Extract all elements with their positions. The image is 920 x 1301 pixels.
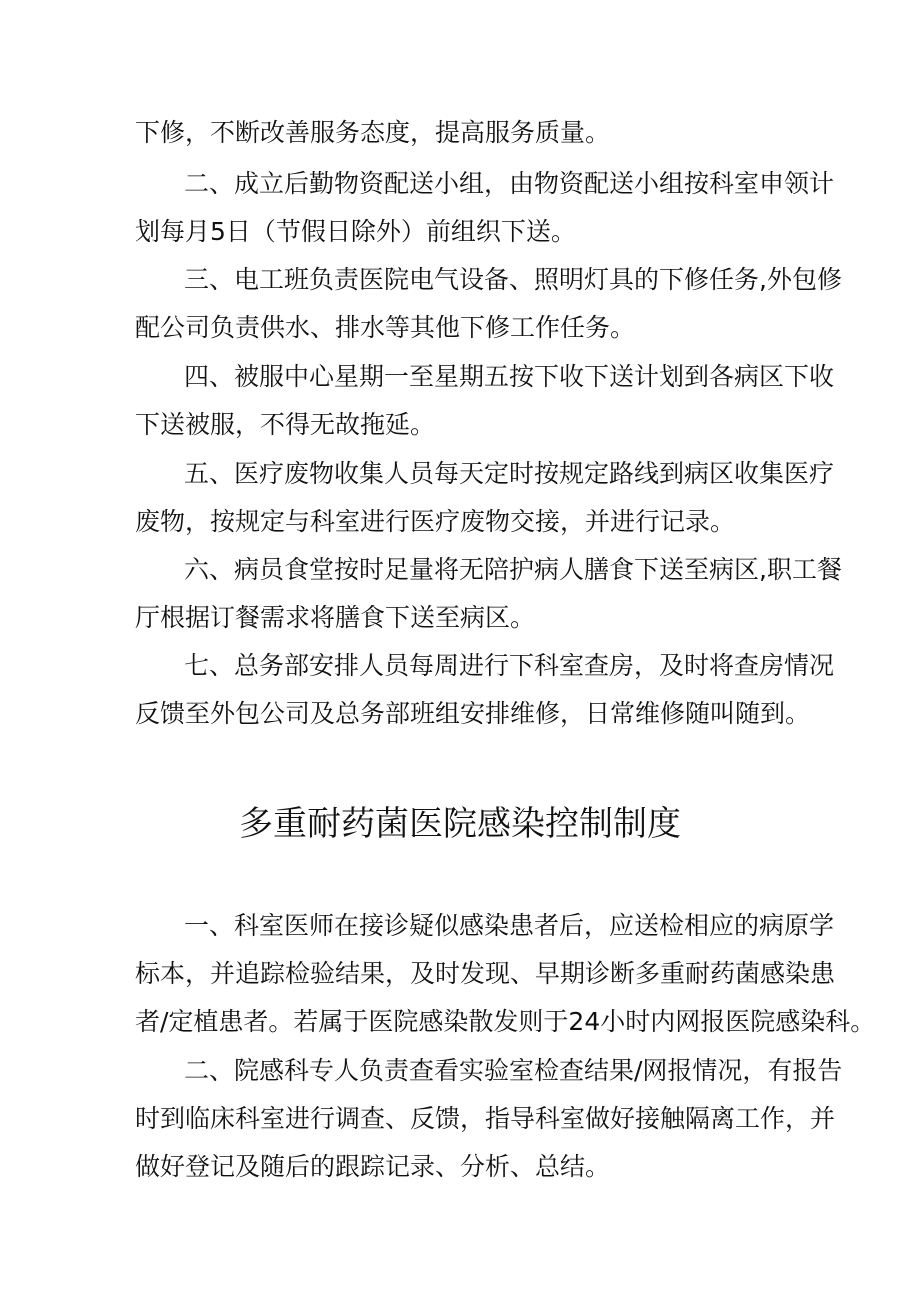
paragraph-line: 反馈至外包公司及总务部班组安排维修，日常维修随叫随到。 <box>135 699 811 728</box>
paragraph-line: 下送被服，不得无故拖延。 <box>135 410 436 439</box>
paragraph-line: 废物，按规定与科室进行医疗废物交接，并进行记录。 <box>135 507 736 536</box>
paragraph-line: 时到临床科室进行调查、反馈，指导科室做好接触隔离工作，并 <box>135 1104 836 1133</box>
paragraph-line: 配公司负责供水、排水等其他下修工作任务。 <box>135 313 636 342</box>
paragraph-line: 下修，不断改善服务态度，提高服务质量。 <box>135 118 611 147</box>
paragraph-line: 五、医疗废物收集人员每天定时按规定路线到病区收集医疗 <box>184 459 835 488</box>
paragraph-line: 三、电工班负责医院电气设备、照明灯具的下修任务,外包修 <box>184 265 842 294</box>
paragraph-line: 四、被服中心星期一至星期五按下收下送计划到各病区下收 <box>184 362 835 391</box>
paragraph-line: 做好登记及随后的跟踪记录、分析、总结。 <box>135 1152 611 1181</box>
paragraph-line: 者/定植患者。若属于医院感染散发则于24小时内网报医院感染科。 <box>135 1007 876 1036</box>
paragraph-line: 一、科室医师在接诊疑似感染患者后，应送检相应的病原学 <box>184 911 835 940</box>
paragraph-line: 二、成立后勤物资配送小组，由物资配送小组按科室申领计 <box>184 169 835 198</box>
paragraph-line: 划每月5日（节假日除外）前组织下送。 <box>135 217 576 246</box>
paragraph-line: 六、病员食堂按时足量将无陪护病人膳食下送至病区,职工餐 <box>184 555 842 584</box>
paragraph-line: 二、院感科专人负责查看实验室检查结果/网报情况，有报告 <box>184 1056 843 1085</box>
section-title: 多重耐药菌医院感染控制制度 <box>239 804 681 844</box>
paragraph-line: 标本，并追踪检验结果，及时发现、早期诊断多重耐药菌感染患 <box>135 959 836 988</box>
paragraph-line: 厅根据订餐需求将膳食下送至病区。 <box>135 603 536 632</box>
paragraph-line: 七、总务部安排人员每周进行下科室查房，及时将查房情况 <box>184 651 835 680</box>
